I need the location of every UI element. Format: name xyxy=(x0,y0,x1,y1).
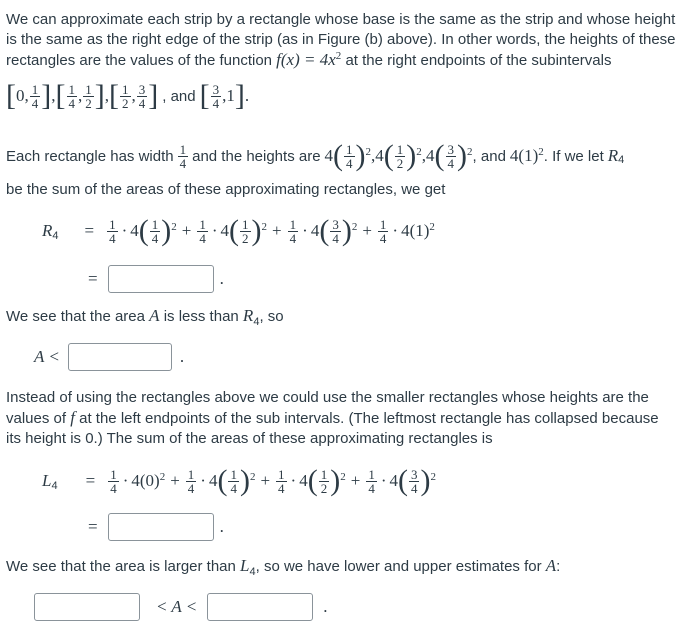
width-fraction: $\frac{1}{4}$ xyxy=(179,141,187,171)
fraction: $\frac{3}{4}$ xyxy=(212,81,220,111)
intro-paragraph xyxy=(6,10,682,71)
l4-sum-equation: L 4 = $\frac{1}{4}$ · 4(0) 2 + $\frac{1}{4}$ · 4 ( $\frac{1}{4}$ ) 2 + $\frac{1}{4}$ · 4 ( $\frac{1}{2}$ ) 2 + $\frac{1}{4}$ · 4 ( $\frac{3}{4}$ ) 2 xyxy=(42,464,436,497)
fraction: $\frac{1}{4}$ xyxy=(230,466,237,496)
fraction: $\frac{1}{2}$ xyxy=(396,141,404,171)
l4-answer-row: = . xyxy=(88,512,224,542)
sum-intro-line: be the sum of the areas of these approximating rectangles, we get xyxy=(6,181,446,198)
function-definition: f(x) = 4x xyxy=(276,50,336,69)
fraction: $\frac{1}{4}$ xyxy=(31,81,39,111)
fraction: $\frac{1}{4}$ xyxy=(289,216,297,246)
left-endpoint-paragraph: Instead of using the rectangles above we could use the smaller rectangles whose heights are the values of f at the left endpoints of the sub intervals. (The leftmost rectangle has collapsed because its height is 0.) The sum of the areas of these approximating rectangles is xyxy=(6,389,659,447)
fraction: $\frac{1}{4}$ xyxy=(109,216,116,246)
subintervals-row: [ 0 , $\frac{1}{4}$ ] , [ $\frac{1}{4}$ , $\frac{1}{2}$ ] , [ $\frac{1}{2}$ , $\frac{3}{4}$ ] , and [ $\frac{3}{4}$ , 1 ] . xyxy=(6,79,250,112)
final-text: We see that the area is larger than $L_4$, so we have lower and upper estimates for A: xyxy=(6,556,561,578)
fraction: $\frac{1}{4}$ xyxy=(68,81,75,111)
intro-line-3: rectangles are the values of the function $f(x) = 4x^2$ at the right endpoints of the subintervals xyxy=(6,50,612,69)
fraction: $\frac{1}{2}$ xyxy=(85,81,92,111)
r4-answer-input[interactable] xyxy=(108,265,214,293)
lower-bound-input[interactable] xyxy=(34,593,140,621)
fraction: $\frac{1}{4}$ xyxy=(199,216,206,246)
upper-bound-input[interactable] xyxy=(68,343,172,371)
r4-answer-row: = . xyxy=(88,264,224,294)
upper-bound-row: A < . xyxy=(34,342,184,372)
intro-line-2: is the same as the right edge of the strip (as in Figure (b) above). In other words, the heights of these xyxy=(6,31,676,48)
bounds-row: < A < . xyxy=(34,592,327,622)
fraction: $\frac{1}{2}$ xyxy=(320,466,328,496)
fraction: $\frac{1}{4}$ xyxy=(368,466,375,496)
intro-line-1: We can approximate each strip by a rectangle whose base is the same as the strip and whose height xyxy=(6,11,676,28)
fraction: $\frac{1}{2}$ xyxy=(122,81,129,111)
fraction: $\frac{3}{4}$ xyxy=(138,81,146,111)
fraction: $\frac{1}{4}$ xyxy=(110,466,117,496)
area-less-text: We see that the area A is less than $R_4$, so xyxy=(6,306,284,328)
fraction: $\frac{3}{4}$ xyxy=(332,216,339,246)
upper-estimate-input[interactable] xyxy=(207,593,313,621)
r4-sum-equation: R 4 = $\frac{1}{4}$ · 4 ( $\frac{1}{4}$ ) 2 + $\frac{1}{4}$ · 4 ( $\frac{1}{2}$ ) 2 + $\frac{1}{4}$ · 4 ( $\frac{3}{4}$ ) 2 + $\frac{1}{4}$ · 4(1) 2 xyxy=(42,214,435,247)
l4-answer-input[interactable] xyxy=(108,513,214,541)
fraction: $\frac{1}{4}$ xyxy=(278,466,285,496)
fraction: $\frac{1}{2}$ xyxy=(242,216,249,246)
fraction: $\frac{1}{4}$ xyxy=(346,141,353,171)
fraction: $\frac{1}{4}$ xyxy=(379,216,387,246)
fraction: $\frac{3}{4}$ xyxy=(447,141,455,171)
heights-line: Each rectangle has width $\frac{1}{4}$ and the heights are 4 ( $\frac{1}{4}$ ) 2 , 4 ( $\frac{1}{2}$ ) 2 , 4 ( $\frac{3}{4}$ ) 2 , and 4(1) 2 . If we let R 4 xyxy=(6,139,625,172)
fraction: $\frac{1}{4}$ xyxy=(151,216,159,246)
fraction: $\frac{3}{4}$ xyxy=(410,466,418,496)
fraction: $\frac{1}{4}$ xyxy=(187,466,195,496)
